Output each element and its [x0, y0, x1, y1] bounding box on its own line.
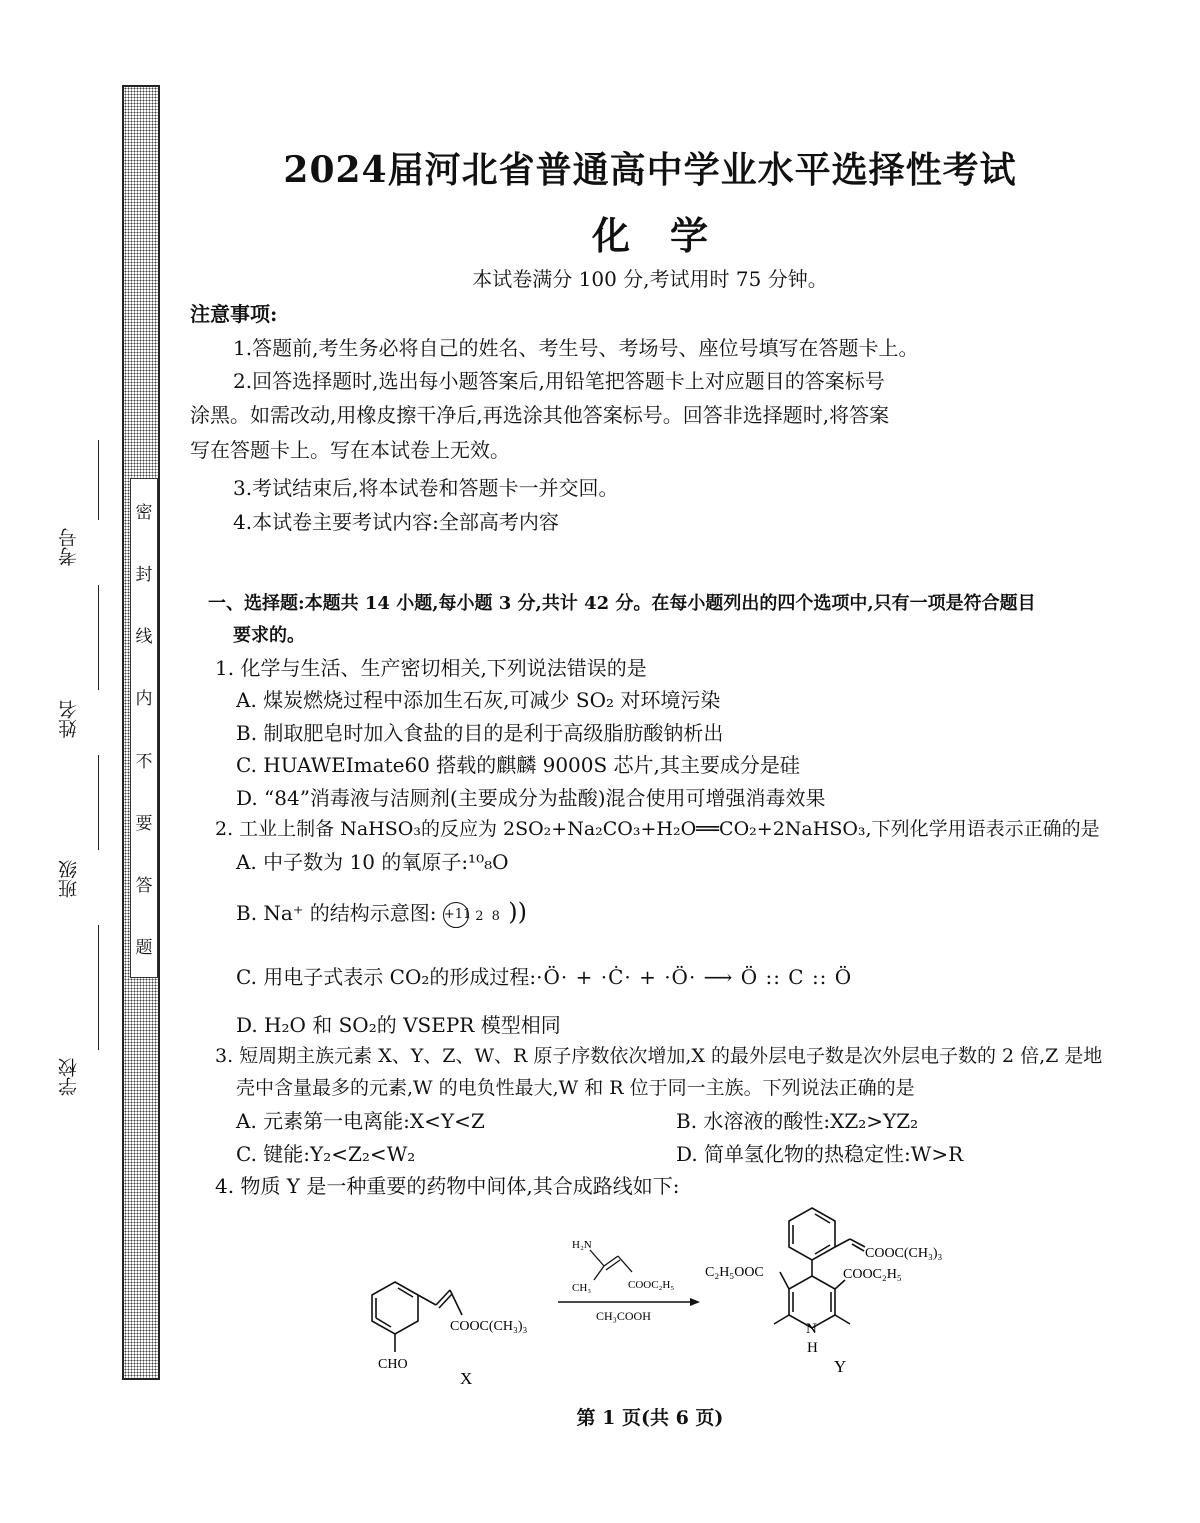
x-aldehyde-group: CHO: [378, 1357, 408, 1372]
school-line[interactable]: [98, 925, 99, 1050]
name-line[interactable]: [98, 585, 99, 690]
notice-item: 写在答题卡上。写在本试卷上无效。: [190, 438, 510, 462]
q3-stem: 3. 短周期主族元素 X、Y、Z、W、R 原子序数依次增加,X 的最外层电子数是次外层电子数的 2 倍,Z 是地: [215, 1045, 1103, 1067]
seal-char: 不: [135, 751, 153, 772]
notice-item: 4.本试卷主要考试内容:全部高考内容: [233, 510, 559, 534]
nucleus-circle: +11: [443, 902, 469, 928]
seal-char: 要: [135, 813, 153, 834]
q2-stem: 2. 工业上制备 NaHSO₃的反应为 2SO₂+Na₂CO₃+H₂O══CO₂+2NaHSO₃,下列化学用语表示正确的是: [215, 818, 1100, 840]
seal-char: 题: [135, 938, 153, 959]
notice-heading: 注意事项:: [190, 302, 278, 326]
label-name: 姓名: [58, 700, 80, 738]
q2-option-c: [236, 965, 852, 989]
seal-char: 内: [135, 689, 153, 710]
q3-option-c: C. 键能:Y₂<Z₂<W₂: [236, 1142, 416, 1166]
q3-option-a: A. 元素第一电离能:X<Y<Z: [236, 1109, 485, 1133]
reaction-arrow-head: [690, 1298, 700, 1306]
label-exam-number: 考号: [58, 528, 80, 566]
exam-title: 2024届河北省普通高中学业水平选择性考试: [283, 149, 1017, 191]
seal-line-notice: [130, 478, 158, 978]
synthesis-scheme: [350, 1200, 1000, 1390]
subject-title: 化学: [591, 213, 748, 258]
q1-option-b: B. 制取肥皂时加入食盐的目的是利于高级脂肪酸钠析出: [236, 721, 724, 745]
electron-shells: 2 8: [475, 909, 502, 924]
q2-option-a: A. 中子数为 10 的氧原子:¹⁰₈O: [236, 850, 509, 874]
y-ethyl-ester-left: C₂H₅OOC: [705, 1265, 764, 1280]
notice-item: 涂黑。如需改动,用橡皮擦干净后,再选涂其他答案标号。回答非选择题时,将答案: [190, 403, 890, 427]
reagent-methyl: CH₃: [572, 1282, 592, 1294]
y-nitrogen: N: [806, 1321, 817, 1337]
y-tbutyl-ester: COOC(CH₃)₃: [865, 1246, 943, 1261]
q1-stem: 1. 化学与生活、生产密切相关,下列说法错误的是: [215, 656, 647, 680]
seal-char: 线: [135, 627, 153, 648]
electron-dot-formula: ·Ö· + ·Ċ· + ·Ö· ⟶ Ö :: C :: Ö: [536, 965, 853, 989]
reagent-structure: [590, 1250, 632, 1280]
q4-stem: 4. 物质 Y 是一种重要的药物中间体,其合成路线如下:: [215, 1174, 680, 1198]
compound-x-label: X: [460, 1369, 473, 1388]
y-hydrogen: H: [807, 1340, 818, 1356]
reagent-ester: COOC₂H₅: [628, 1279, 675, 1291]
q1-option-c: C. HUAWEImate60 搭载的麒麟 9000S 芯片,其主要成分是硅: [236, 753, 800, 777]
compound-x-structure: [372, 1282, 462, 1352]
reagent-acetic-acid: CH₃COOH: [596, 1309, 651, 1323]
notice-item: 3.考试结束后,将本试卷和答题卡一并交回。: [233, 476, 619, 500]
q2-option-b: [236, 898, 527, 928]
q2-option-b-text: B. Na⁺ 的结构示意图:: [236, 901, 437, 925]
seal-char: 封: [135, 564, 153, 585]
q3-option-b: B. 水溶液的酸性:XZ₂>YZ₂: [676, 1109, 919, 1133]
seal-char: 密: [135, 502, 153, 523]
label-class: 班级: [58, 860, 80, 898]
q2-option-d: D. H₂O 和 SO₂的 VSEPR 模型相同: [236, 1013, 561, 1037]
q1-option-a: A. 煤炭燃烧过程中添加生石灰,可减少 SO₂ 对环境污染: [236, 688, 721, 712]
x-ester-group: COOC(CH₃)₃: [450, 1319, 528, 1334]
shell-arcs: )): [508, 898, 527, 926]
notice-item: 2.回答选择题时,选出每小题答案后,用铅笔把答题卡上对应题目的答案标号: [233, 369, 885, 393]
q3-stem-cont: 壳中含量最多的元素,W 的电负性最大,W 和 R 位于同一主族。下列说法正确的是: [236, 1077, 915, 1099]
exam-number-line[interactable]: [98, 440, 99, 520]
section-heading: 一、选择题:本题共 14 小题,每小题 3 分,共计 42 分。在每小题列出的四个选项中,只有一项是符合题目: [208, 593, 1036, 614]
page-number: 第 1 页(共 6 页): [576, 1407, 724, 1429]
q3-option-d: D. 简单氢化物的热稳定性:W>R: [676, 1142, 964, 1166]
exam-info: 本试卷满分 100 分,考试用时 75 分钟。: [472, 267, 828, 291]
seal-char: 答: [135, 876, 153, 897]
label-school: 学校: [58, 1058, 80, 1096]
section-heading-cont: 要求的。: [233, 625, 305, 646]
reagent-amine: H₂N: [572, 1239, 592, 1251]
y-ethyl-ester-right: COOC₂H₅: [843, 1267, 902, 1282]
class-line[interactable]: [98, 755, 99, 850]
q1-option-d: D. “84”消毒液与洁厕剂(主要成分为盐酸)混合使用可增强消毒效果: [236, 786, 826, 810]
compound-y-label: Y: [834, 1357, 847, 1376]
q2-option-c-text: C. 用电子式表示 CO₂的形成过程:: [236, 965, 537, 989]
notice-item: 1.答题前,考生务必将自己的姓名、考生号、考场号、座位号填写在答题卡上。: [233, 336, 919, 360]
